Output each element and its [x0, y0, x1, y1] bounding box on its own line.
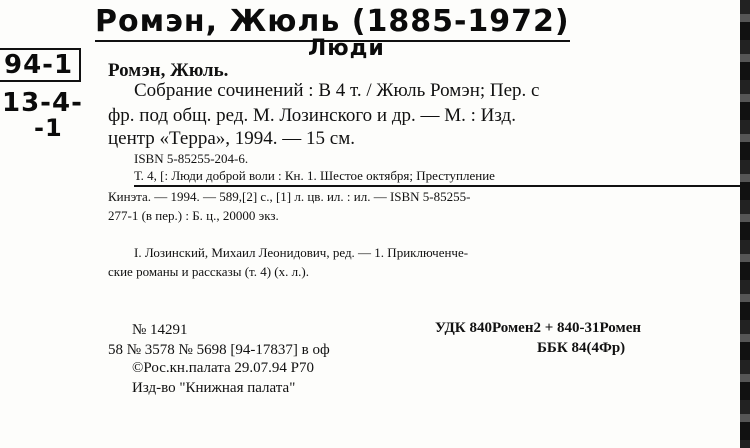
- handwritten-header: Ромэн, Жюль (1885-1972): [95, 4, 570, 42]
- tracing-line-2: ские романы и рассказы (т. 4) (х. л.).: [108, 264, 309, 279]
- author-heading: Ромэн, Жюль.: [108, 60, 229, 81]
- volume-line-1: Т. 4, [: Люди доброй воли : Кн. 1. Шестое октября; Преступление: [134, 168, 746, 187]
- volume-line-2: Кинэта. — 1994. — 589,[2] с., [1] л. цв. ил. : ил. — ISBN 5-85255-: [108, 189, 471, 204]
- title-line-1: Собрание сочинений : В 4 т. / Жюль Ромэн; Пер. с: [134, 80, 540, 101]
- call-number-1: 94-1: [0, 48, 81, 82]
- tracing-line-1: I. Лозинский, Михаил Леонидович, ред. — 1. Приключенче-: [134, 245, 469, 260]
- volume-line-3: 277-1 (в пер.) : Б. ц., 20000 экз.: [108, 208, 279, 223]
- udk-code: УДК 840Ромен2 + 840-31Ромен: [435, 320, 642, 336]
- order-line: 58 № 3578 № 5698 [94-17837] в оф: [108, 342, 330, 358]
- card-number: № 14291: [132, 322, 188, 338]
- call-number-2: 13-4-: [2, 88, 83, 118]
- bbk-code: ББК 84(4Фр): [537, 340, 626, 356]
- title-line-3: центр «Терра», 1994. — 15 см.: [108, 128, 356, 149]
- publisher-line: Изд-во "Книжная палата": [132, 380, 296, 396]
- scan-edge: [740, 0, 750, 448]
- copyright-line: ©Рос.кн.палата 29.07.94 Р70: [132, 360, 315, 376]
- call-number-3: -1: [34, 114, 63, 142]
- handwritten-subheader: Люди: [308, 36, 385, 61]
- title-line-2: фр. под общ. ред. М. Лозинского и др. — М. : Изд.: [108, 105, 516, 126]
- isbn-line: ISBN 5-85255-204-6.: [134, 151, 249, 166]
